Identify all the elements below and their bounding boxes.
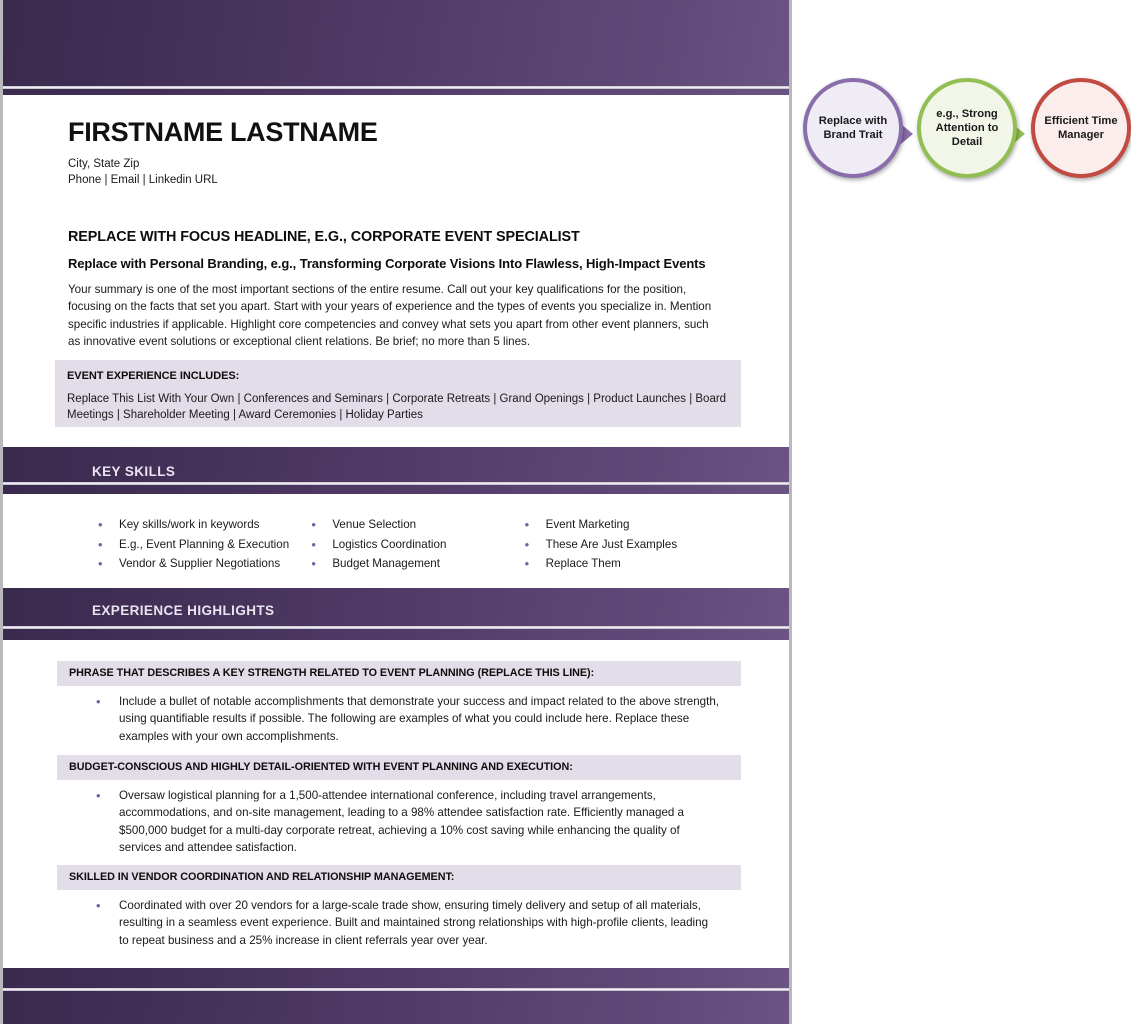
footer-band: [3, 968, 789, 990]
name-contact-block: [68, 118, 378, 188]
list-item: • These Are Just Examples: [520, 536, 733, 553]
list-item: • Logistics Coordination: [306, 536, 519, 553]
summary-paragraph: Your summary is one of the most important sections of the entire resume. Call out your key qualifications for the position, focusing on the facts that set you apart. Start with your years of experience and the types of events you specialize in. Mention specific industries if applicable. Highlight core competencies and convey what sets you apart from other event planners, such as innovative event solutions or exceptional client relations. Be brief; no more than 5 lines.: [68, 283, 712, 348]
key-skills-section-title: KEY SKILLS: [92, 464, 176, 479]
experience-highlights-section-title: EXPERIENCE HIGHLIGHTS: [92, 603, 275, 618]
experience-bullet: • Oversaw logistical planning for a 1,500-attendee international conference, including travel arrangements, accommodations, and on-site management, leading to a 98% attendee satisfaction rate. Efficiently managed a $500,000 budget for a multi-day corporate retreat, achieving a 10% cost saving while enhancing the quality of services and attendee satisfaction.: [91, 787, 719, 856]
experience-subheading: SKILLED IN VENDOR COORDINATION AND RELATIONSHIP MANAGEMENT:: [57, 865, 741, 890]
key-skills-band-lower: [3, 485, 789, 494]
personal-branding-statement: Replace with Personal Branding, e.g., Transforming Corporate Visions Into Flawless, High-Impact Events: [68, 256, 706, 271]
list-item: • Budget Management: [306, 555, 519, 572]
experience-bullet: • Coordinated with over 20 vendors for a large-scale trade show, ensuring timely delivery and setup of all materials, resulting in a seamless event experience. Built and maintained strong relationships with high-profile clients, leading to repeat business and a 25% increase in client referrals year over year.: [91, 897, 719, 949]
footer-band-lower: [3, 991, 789, 1024]
list-item: • Vendor & Supplier Negotiations: [93, 555, 306, 572]
brand-trait-circle-2: e.g., Strong Attention to Detail: [917, 78, 1017, 178]
list-item: • Key skills/work in keywords: [93, 516, 306, 533]
contact-city-state-zip: City, State Zip: [68, 157, 140, 170]
list-item: • E.g., Event Planning & Execution: [93, 536, 306, 553]
key-skills-columns: [93, 516, 733, 575]
event-experience-title: EVENT EXPERIENCE INCLUDES:: [67, 370, 240, 382]
contact-phone-email-linkedin: Phone | Email | Linkedin URL: [68, 173, 218, 186]
key-skills-column-3: [520, 516, 733, 575]
focus-headline: REPLACE WITH FOCUS HEADLINE, E.G., CORPORATE EVENT SPECIALIST: [68, 229, 580, 245]
brand-trait-circle-3: Efficient Time Manager: [1031, 78, 1131, 178]
brand-traits-graphic: [401, 78, 1118, 190]
event-experience-panel: [55, 360, 741, 427]
experience-subheading: PHRASE THAT DESCRIBES A KEY STRENGTH RELATED TO EVENT PLANNING (REPLACE THIS LINE):: [57, 661, 741, 686]
page-title: FIRSTNAME LASTNAME: [68, 117, 378, 147]
list-item: • Replace Them: [520, 555, 733, 572]
experience-highlights-band-lower: [3, 629, 789, 640]
list-item: • Event Marketing: [520, 516, 733, 533]
experience-subheading: BUDGET-CONSCIOUS AND HIGHLY DETAIL-ORIENTED WITH EVENT PLANNING AND EXECUTION:: [57, 755, 741, 780]
list-item: • Venue Selection: [306, 516, 519, 533]
experience-bullet: • Include a bullet of notable accomplishments that demonstrate your success and impact related to the above strength, using quantifiable results if possible. The following are examples of what you could include here. Replace these examples with your own accomplishments.: [91, 693, 719, 745]
key-skills-column-1: [93, 516, 306, 575]
event-experience-list: Replace This List With Your Own | Conferences and Seminars | Corporate Retreats | Grand Openings | Product Launches | Board Meetings | Shareholder Meeting | Award Ceremonies | Holiday Parties: [67, 393, 727, 422]
brand-trait-circle-1: Replace with Brand Trait: [803, 78, 903, 178]
key-skills-column-2: [306, 516, 519, 575]
